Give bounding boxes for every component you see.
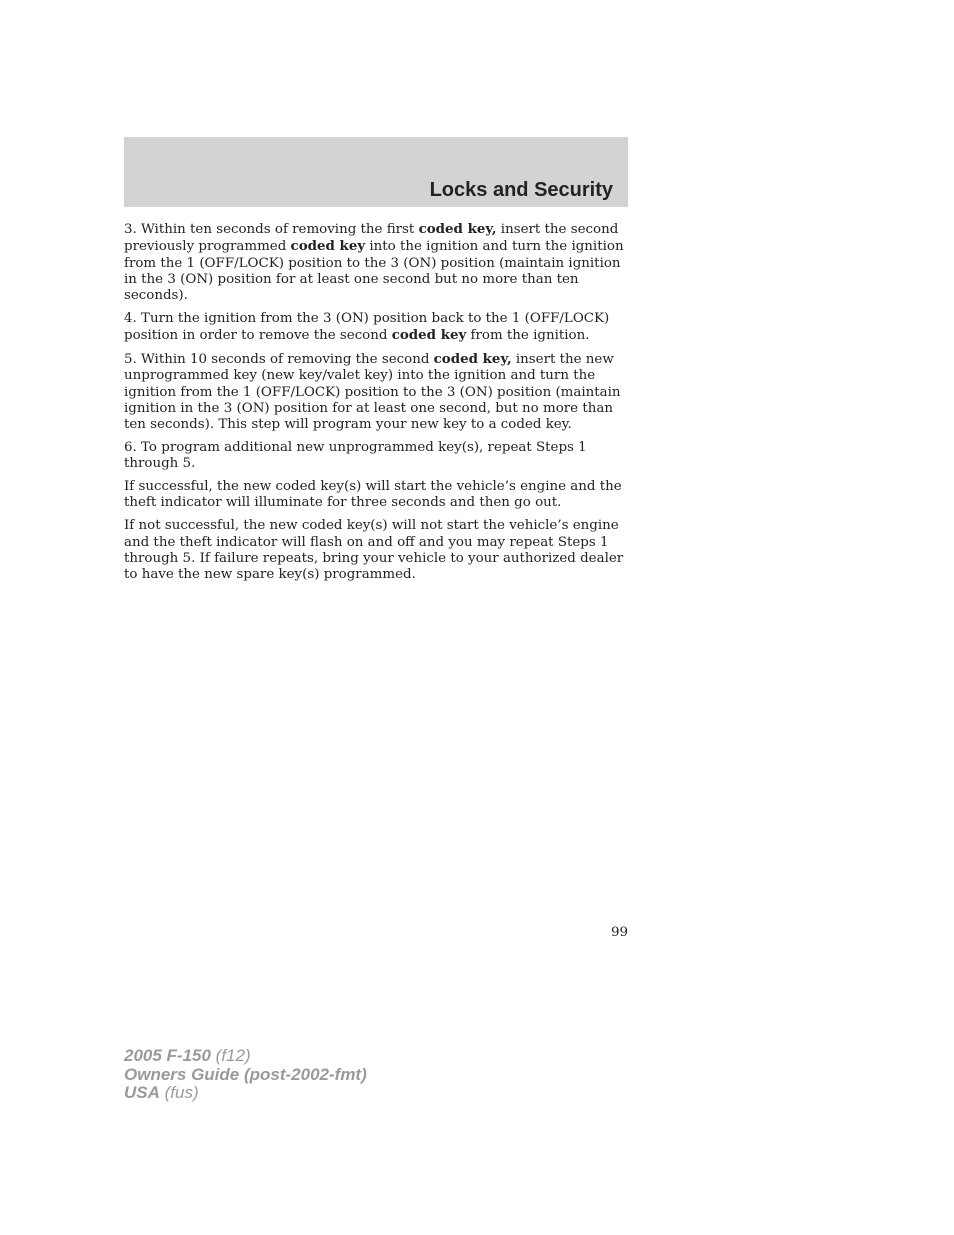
text-run: into the ignition and turn the ignition from the 1 (OFF/LOCK) position to the 3 (ON) position (maintain ignition in the 3 (ON) position for at least one second but no more than ten seconds). [124, 239, 624, 304]
section-title: Locks and Security [429, 179, 613, 201]
footer-line-market [124, 1084, 367, 1103]
bold-term-coded-key: coded key, [433, 351, 512, 368]
text-run: If not successful, the new coded key(s) will not start the vehicle’s engine and the theft indicator will flash on and off and you may repeat Steps 1 through 5. If failure repeats, bring your vehicle to your authorized dealer to have the new spare key(s) programmed. [124, 518, 624, 583]
paragraph-step-5 [124, 351, 628, 433]
text-run: If successful, the new coded key(s) will start the vehicle’s engine and the theft indicator will illuminate for three seconds and then go out. [124, 479, 622, 511]
paragraph-step-3 [124, 221, 628, 304]
footer-model-code: (f12) [210, 1046, 251, 1065]
bold-term-coded-key: coded key [290, 238, 366, 255]
text-run: 4. Turn the ignition from the 3 (ON) position back to the 1 (OFF/LOCK) position in order to remove the second [124, 310, 610, 344]
footer-guide: Owners Guide (post-2002-fmt) [124, 1064, 367, 1084]
text-run: 6. To program additional new unprogrammed key(s), repeat Steps 1 through 5. [124, 440, 587, 472]
text-run: insert the second previously programmed [124, 222, 619, 255]
paragraph-if-successful [124, 479, 628, 512]
footer-model: 2005 F-150 [124, 1046, 211, 1065]
footer-line-model [124, 1047, 367, 1066]
document-footer [124, 1047, 367, 1103]
footer-market: USA [124, 1083, 160, 1102]
bold-term-coded-key: coded key [391, 327, 467, 344]
page-number: 99 [610, 925, 628, 940]
text-run: from the ignition. [466, 328, 590, 344]
footer-line-guide [124, 1066, 367, 1085]
bold-term-coded-key: coded key, [418, 221, 497, 237]
text-run: insert the new unprogrammed key (new key/valet key) into the ignition and turn the ignition from the 1 (OFF/LOCK) position to the 3 (ON) position (maintain ignition in the 3 (ON) position for at least one second, but no more than ten seconds). This step will program your new key to a coded key. [124, 352, 621, 433]
paragraph-if-not-successful [124, 518, 628, 583]
footer-market-code: (fus) [159, 1083, 199, 1102]
text-run: 3. Within ten seconds of removing the first [124, 222, 419, 237]
section-header-band [124, 137, 628, 207]
paragraph-step-4 [124, 311, 628, 345]
instructions-body [124, 221, 628, 590]
text-run: 5. Within 10 seconds of removing the second [124, 352, 434, 368]
paragraph-step-6 [124, 440, 628, 473]
